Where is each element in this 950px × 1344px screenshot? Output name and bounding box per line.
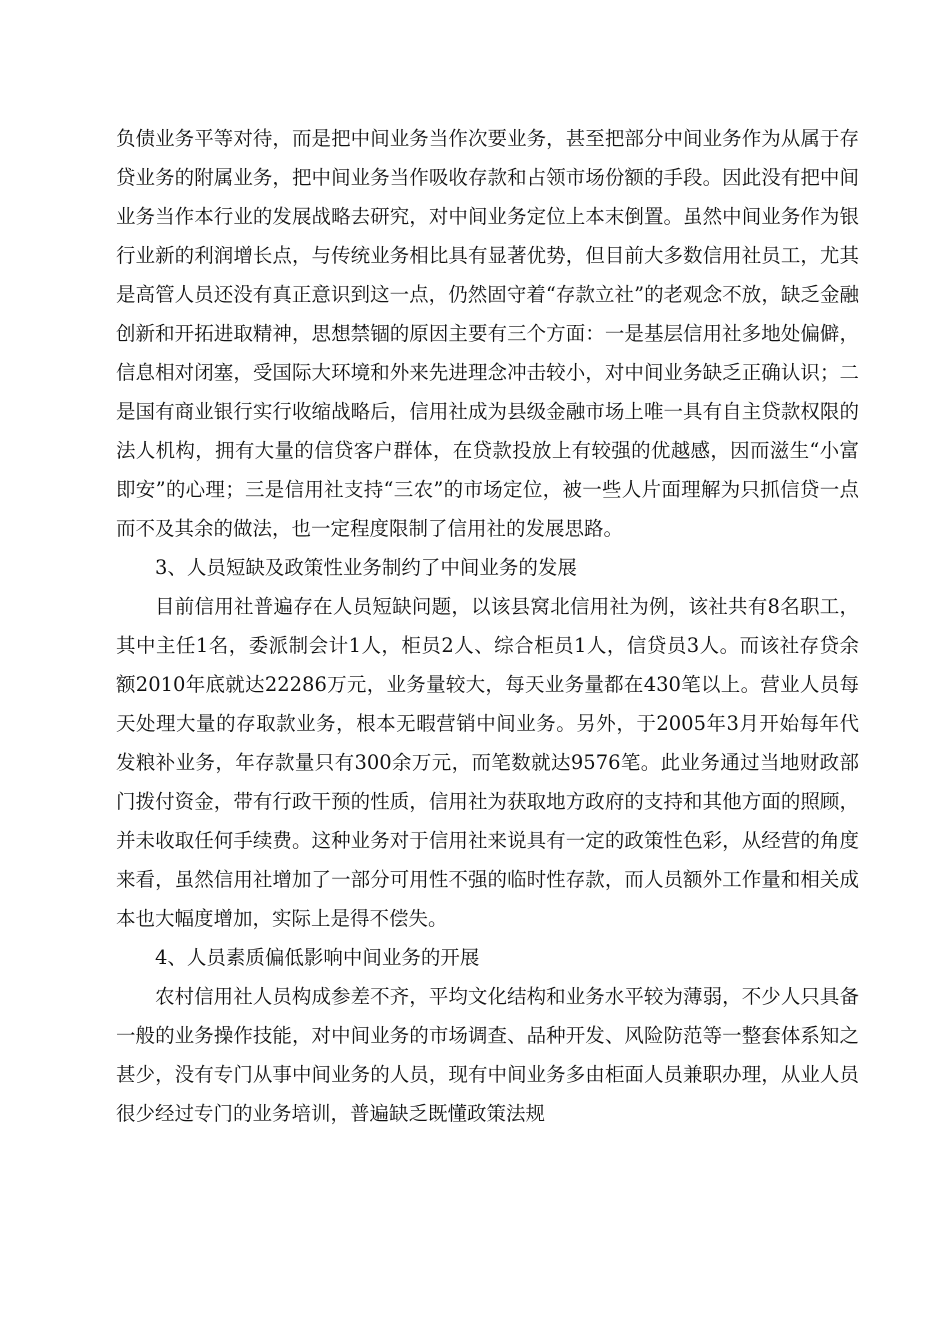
section-heading-3: 3、人员短缺及政策性业务制约了中间业务的发展	[155, 556, 577, 579]
document-body	[116, 119, 859, 1133]
paragraph-continued: 负债业务平等对待，而是把中间业务当作次要业务，甚至把部分中间业务作为从属于存贷业务的附属业务，把中间业务当作吸收存款和占领市场份额的手段。因此没有把中间业务当作本行业的发展战略去研究，对中间业务定位上本末倒置。虽然中间业务作为银行业新的利润增长点，与传统业务相比具有显著优势，但目前大多数信用社员工，尤其是高管人员还没有真正意识到这一点，仍然固守着“存款立社”的老观念不放，缺乏金融创新和开拓进取精神，思想禁锢的原因主要有三个方面：一是基层信用社多地处偏僻，信息相对闭塞，受国际大环境和外来先进理念冲击较小，对中间业务缺乏正确认识；二是国有商业银行实行收缩战略后，信用社成为县级金融市场上唯一具有自主贷款权限的法人机构，拥有大量的信贷客户群体，在贷款投放上有较强的优越感，因而滋生“小富即安”的心理；三是信用社支持“三农”的市场定位，被一些人片面理解为只抓信贷一点而不及其余的做法，也一定程度限制了信用社的发展思路。	[116, 127, 859, 540]
paragraph-staff-quality: 农村信用社人员构成参差不齐，平均文化结构和业务水平较为薄弱，不少人只具备一般的业务操作技能，对中间业务的市场调查、品种开发、风险防范等一整套体系知之甚少，没有专门从事中间业务的人员，现有中间业务多由柜面人员兼职办理，从业人员很少经过专门的业务培训，普遍缺乏既懂政策法规	[116, 985, 859, 1125]
paragraph-staff-shortage: 目前信用社普遍存在人员短缺问题，以该县窝北信用社为例，该社共有8名职工，其中主任1名，委派制会计1人，柜员2人、综合柜员1人，信贷员3人。而该社存贷余额2010年底就达22286万元，业务量较大，每天业务量都在430笔以上。营业人员每天处理大量的存取款业务，根本无暇营销中间业务。另外，于2005年3月开始每年代发粮补业务，年存款量只有300余万元，而笔数就达9576笔。此业务通过当地财政部门拨付资金，带有行政干预的性质，信用社为获取地方政府的支持和其他方面的照顾，并未收取任何手续费。这种业务对于信用社来说具有一定的政策性色彩，从经营的角度来看，虽然信用社增加了一部分可用性不强的临时性存款，而人员额外工作量和相关成本也大幅度增加，实际上是得不偿失。	[116, 595, 859, 930]
section-heading-4: 4、人员素质偏低影响中间业务的开展	[155, 946, 480, 969]
